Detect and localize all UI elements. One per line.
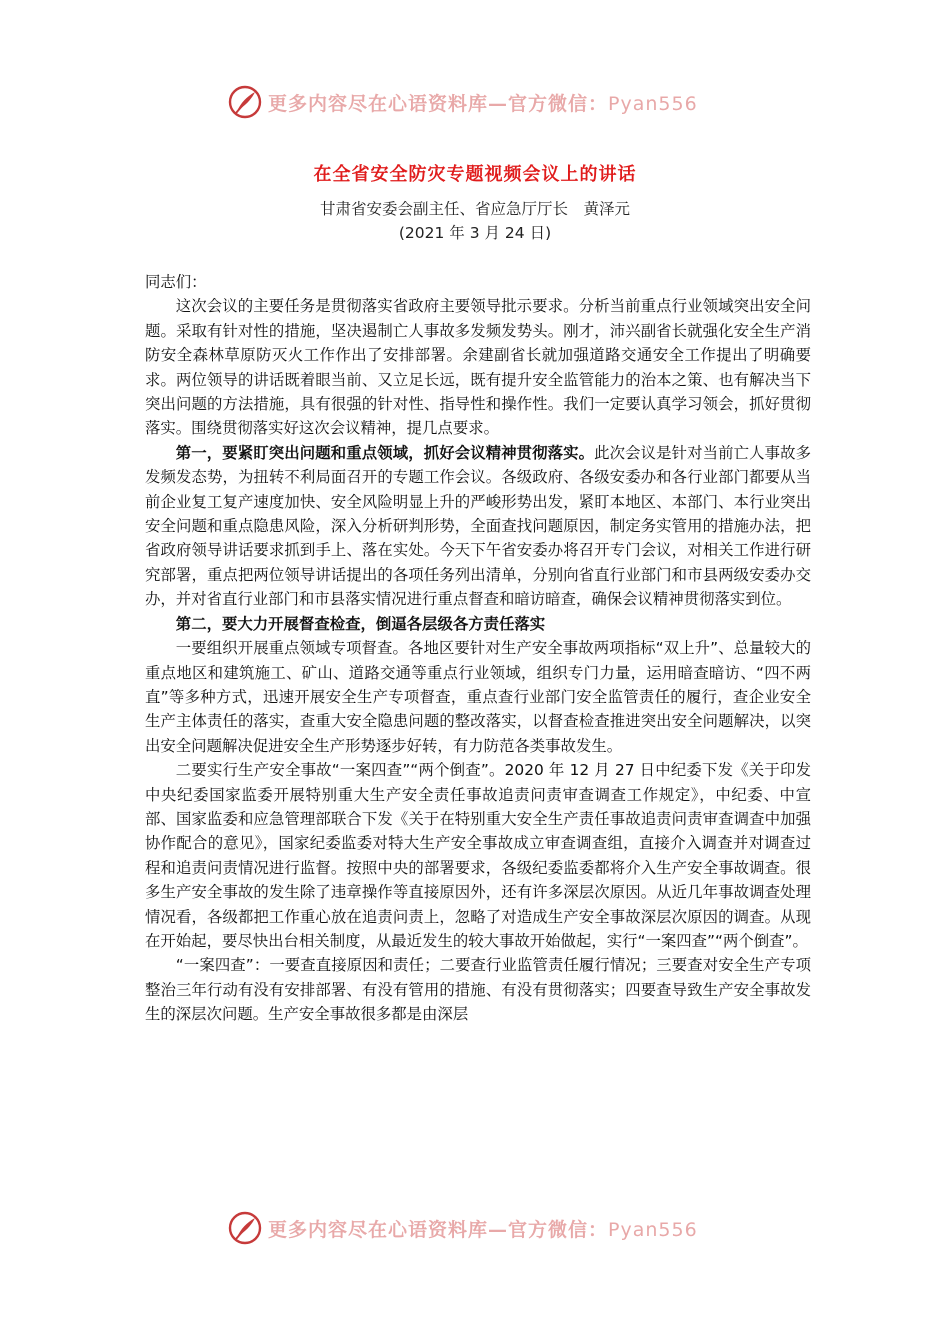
second-point-heading: 第二，要大力开展督查检查，倒逼各层级各方责任落实 bbox=[175, 614, 546, 633]
first-point-heading: 第一，要紧盯突出问题和重点领域，抓好会议精神贯彻落实。 bbox=[175, 443, 595, 462]
salutation: 同志们： bbox=[145, 273, 207, 291]
watermark-banner-bottom bbox=[228, 1208, 728, 1248]
quill-logo-icon bbox=[228, 1211, 262, 1245]
paragraph-four-checks-detail: “一案四查”：一要查直接原因和责任；二要查行业监管责任履行情况；三要查对安全生产专项整治三年行动有没有安排部署、有没有管用的措施、有没有贯彻落实；四要查导致生产安全事故发生的深层次问题。生产安全事故很多都是由深层 bbox=[145, 956, 811, 1024]
watermark-text: 更多内容尽在心语资料库—官方微信：Pyan556 bbox=[268, 92, 698, 115]
speaker-byline: 甘肃省安委会副主任、省应急厅厅长 黄泽元 bbox=[319, 200, 630, 218]
watermark-banner-top bbox=[228, 82, 728, 122]
paragraph-intro: 这次会议的主要任务是贯彻落实省政府主要领导批示要求。分析当前重点行业领域突出安全问题。采取有针对性的措施，坚决遏制亡人事故多发频发势头。刚才，沛兴副省长就强化安全生产消防安全森林草原防灭火工作作出了安排部署。余建副省长就加强道路交通安全工作提出了明确要求。两位领导的讲话既着眼当前、又立足长远，既有提升安全监管能力的治本之策、也有解决当下突出问题的方法措施，具有很强的针对性、指导性和操作性。我们一定要认真学习领会，抓好贯彻落实。围绕贯彻落实好这次会议精神，提几点要求。 bbox=[145, 297, 811, 438]
watermark-text: 更多内容尽在心语资料库—官方微信：Pyan556 bbox=[268, 1218, 698, 1241]
quill-logo-icon bbox=[228, 85, 262, 119]
page-title: 在全省安全防灾专题视频会议上的讲话 bbox=[313, 164, 637, 185]
first-point-text: 此次会议是针对当前亡人事故多发频发态势，为扭转不利局面召开的专题工作会议。各级政府、各级安委办和各行业部门都要从当前企业复工复产速度加快、安全风险明显上升的严峻形势出发，紧盯本地区、本部门、本行业突出安全问题和重点隐患风险，深入分析研判形势，全面查找问题原因，制定务实管用的措施办法，把省政府领导讲话要求抓到手上、落在实处。今天下午省安委办将召开专门会议，对相关工作进行研究部署，重点把两位领导讲话提出的各项任务列出清单，分别向省直行业部门和市县两级安委办交办，并对省直行业部门和市县落实情况进行重点督查和暗访暗查，确保会议精神贯彻落实到位。 bbox=[145, 443, 811, 609]
paragraph-first-point bbox=[145, 441, 811, 612]
speech-date: (2021 年 3 月 24 日) bbox=[398, 224, 552, 242]
speech-body bbox=[145, 270, 811, 1027]
paragraph-one-case-four-checks: 二要实行生产安全事故“一案四查”“两个倒查”。2020 年 12 月 27 日中纪委下发《关于印发中央纪委国家监委开展特别重大生产安全责任事故追责问责审查调查工作规定》，中纪委、中宣部、国家监委和应急管理部联合下发《关于在特别重大安全生产责任事故追责问责审查调查中加强协作配合的意见》，国家纪委监委对特大生产安全事故成立审查调查组，直接介入调查并对调查过程和追责问责情况进行监督。按照中央的部署要求，各级纪委监委都将介入生产安全事故调查。很多生产安全事故的发生除了违章操作等直接原因外，还有许多深层次原因。从近几年事故调查处理情况看，各级都把工作重心放在追责问责上，忽略了对造成生产安全事故深层次原因的调查。从现在开始起，要尽快出台相关制度，从最近发生的较大事故开始做起，实行“一案四查”“两个倒查”。 bbox=[145, 761, 811, 950]
paragraph-special-inspection: 一要组织开展重点领域专项督查。各地区要针对生产安全事故两项指标“双上升”、总量较大的重点地区和建筑施工、矿山、道路交通等重点行业领域，组织专门力量，运用暗查暗访、“四不两直”等多种方式，迅速开展安全生产专项督查，重点查行业部门安全监管责任的履行，查企业安全生产主体责任的落实，查重大安全隐患问题的整改落实，以督查检查推进突出安全问题解决，以突出安全问题解决促进安全生产形势逐步好转，有力防范各类事故发生。 bbox=[145, 639, 811, 755]
